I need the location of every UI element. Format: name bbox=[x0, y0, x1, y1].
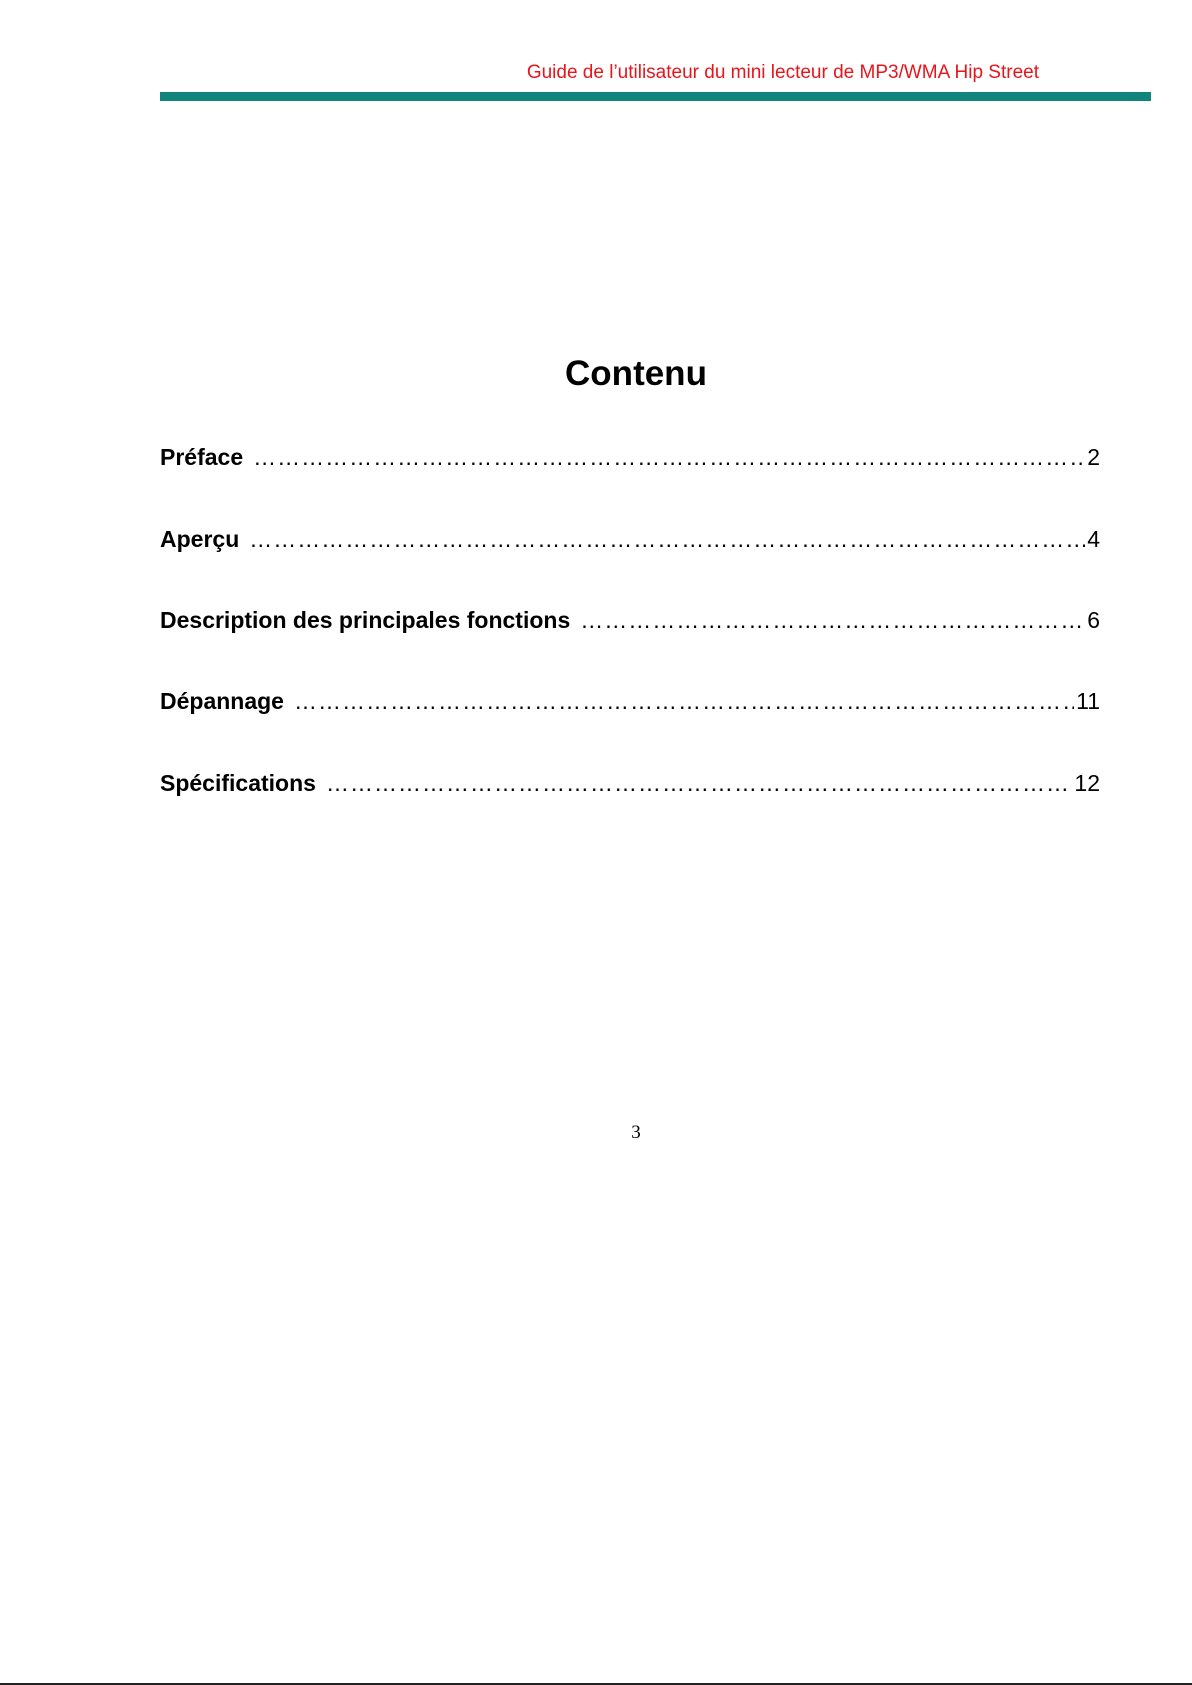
toc-entry-specifications[interactable] bbox=[160, 772, 1100, 795]
toc-entry-label: Spécifications bbox=[160, 770, 316, 796]
header-rule bbox=[160, 92, 1151, 101]
toc-entry-page: 2 bbox=[1087, 444, 1100, 470]
toc-leader-dots bbox=[294, 690, 1074, 713]
toc-entry-label: Aperçu bbox=[160, 526, 240, 552]
page-number: 3 bbox=[631, 1122, 641, 1143]
toc-entry-label: Dépannage bbox=[160, 688, 284, 714]
header-title: Guide de l’utilisateur du mini lecteur de MP3/WMA Hip Street bbox=[526, 62, 1039, 83]
toc-entry-page: 4 bbox=[1087, 526, 1100, 552]
toc-entry-apercu[interactable] bbox=[160, 528, 1100, 551]
toc-leader-dots bbox=[253, 446, 1085, 469]
toc-entry-page: 12 bbox=[1074, 770, 1100, 796]
toc-entry-description[interactable] bbox=[160, 609, 1100, 632]
toc-leader-dots bbox=[249, 528, 1085, 551]
toc-entry-page: 6 bbox=[1087, 607, 1100, 633]
toc-entry-label: Description des principales fonctions bbox=[160, 607, 571, 633]
toc-entry-preface[interactable] bbox=[160, 446, 1100, 469]
toc-entry-label: Préface bbox=[160, 444, 244, 470]
toc-entry-page: 11 bbox=[1076, 688, 1100, 714]
toc-entry-depannage[interactable] bbox=[160, 690, 1100, 713]
toc-leader-dots bbox=[580, 609, 1085, 632]
toc-leader-dots bbox=[326, 772, 1072, 795]
toc-heading: Contenu bbox=[565, 354, 707, 393]
